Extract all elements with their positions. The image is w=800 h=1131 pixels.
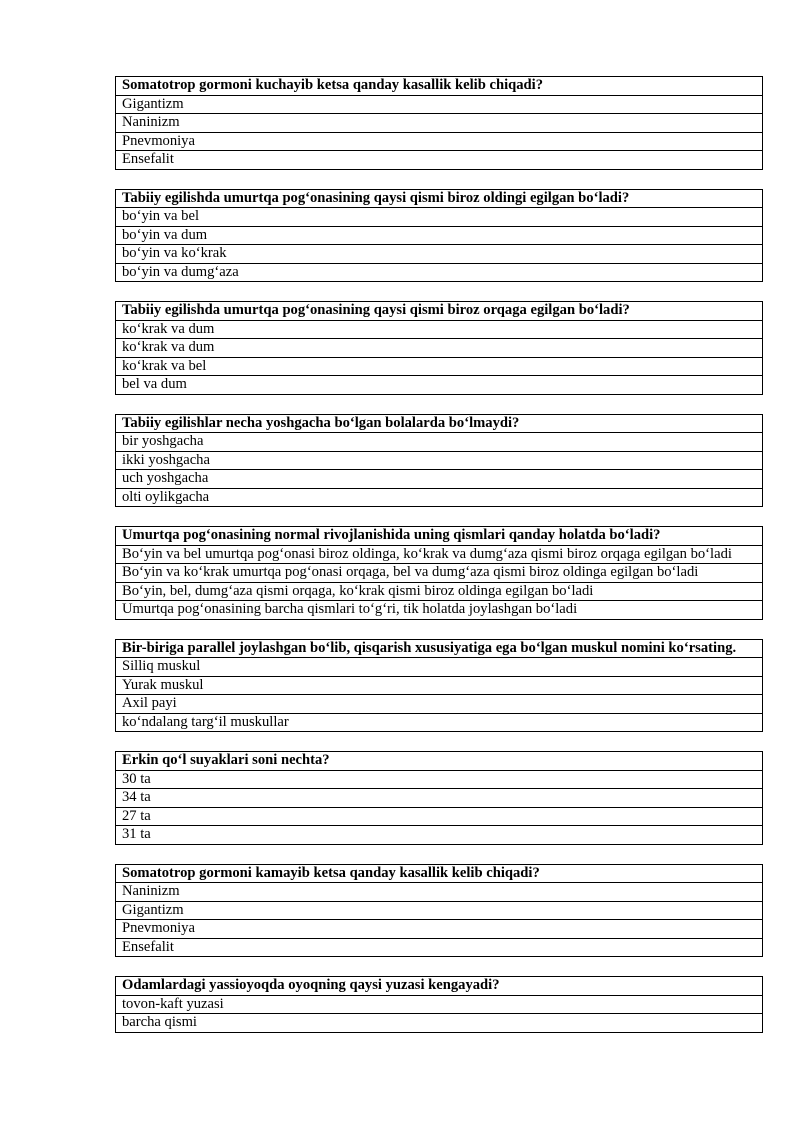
question-text: Bir-biriga parallel joylashgan bo‘lib, qisqarish xususiyatiga ega bo‘lgan muskul nomini ko‘rsating. [116,639,763,658]
answer-option: barcha qismi [116,1014,763,1033]
answer-option: Bo‘yin va bel umurtqa pog‘onasi biroz oldinga, ko‘krak va dumg‘aza qismi biroz orqaga egilgan bo‘ladi [116,545,763,564]
question-text: Umurtqa pog‘onasining normal rivojlanishida uning qismlari qanday holatda bo‘ladi? [116,527,763,546]
question-text: Somatotrop gormoni kamayib ketsa qanday kasallik kelib chiqadi? [116,864,763,883]
answer-option: 27 ta [116,807,763,826]
question-table [115,76,763,170]
question-table [115,864,763,958]
answer-option: bo‘yin va ko‘krak [116,245,763,264]
question-text: Erkin qo‘l suyaklari soni nechta? [116,752,763,771]
answer-option: ko‘krak va dum [116,320,763,339]
answer-option: bo‘yin va dum [116,226,763,245]
answer-option: bir yoshgacha [116,433,763,452]
question-table [115,751,763,845]
answer-option: Pnevmoniya [116,920,763,939]
answer-option: Umurtqa pog‘onasining barcha qismlari to‘g‘ri, tik holatda joylashgan bo‘ladi [116,601,763,620]
answer-option: 34 ta [116,789,763,808]
question-table [115,639,763,733]
question-list [115,76,763,1052]
answer-option: Yurak muskul [116,676,763,695]
answer-option: ko‘krak va bel [116,357,763,376]
answer-option: Axil payi [116,695,763,714]
question-table [115,414,763,508]
answer-option: Pnevmoniya [116,132,763,151]
answer-option: Naninizm [116,883,763,902]
answer-option: bel va dum [116,376,763,395]
answer-option: Gigantizm [116,901,763,920]
answer-option: 31 ta [116,826,763,845]
answer-option: ko‘ndalang targ‘il muskullar [116,713,763,732]
question-table [115,526,763,620]
answer-option: Silliq muskul [116,658,763,677]
answer-option: tovon-kaft yuzasi [116,995,763,1014]
question-text: Somatotrop gormoni kuchayib ketsa qanday kasallik kelib chiqadi? [116,77,763,96]
answer-option: Naninizm [116,114,763,133]
answer-option: Bo‘yin va ko‘krak umurtqa pog‘onasi orqaga, bel va dumg‘aza qismi biroz oldinga egilgan bo‘ladi [116,564,763,583]
answer-option: ikki yoshgacha [116,451,763,470]
answer-option: Ensefalit [116,151,763,170]
question-table [115,976,763,1033]
answer-option: Bo‘yin, bel, dumg‘aza qismi orqaga, ko‘krak qismi biroz oldinga egilgan bo‘ladi [116,582,763,601]
question-text: Tabiiy egilishda umurtqa pog‘onasining qaysi qismi biroz orqaga egilgan bo‘ladi? [116,302,763,321]
answer-option: uch yoshgacha [116,470,763,489]
answer-option: ko‘krak va dum [116,339,763,358]
answer-option: Gigantizm [116,95,763,114]
answer-option: bo‘yin va dumg‘aza [116,263,763,282]
question-table [115,301,763,395]
answer-option: olti oylikgacha [116,488,763,507]
answer-option: Ensefalit [116,938,763,957]
question-table [115,189,763,283]
answer-option: 30 ta [116,770,763,789]
question-text: Odamlardagi yassioyoqda oyoqning qaysi yuzasi kengayadi? [116,977,763,996]
question-text: Tabiiy egilishlar necha yoshgacha bo‘lgan bolalarda bo‘lmaydi? [116,414,763,433]
question-text: Tabiiy egilishda umurtqa pog‘onasining qaysi qismi biroz oldingi egilgan bo‘ladi? [116,189,763,208]
answer-option: bo‘yin va bel [116,208,763,227]
